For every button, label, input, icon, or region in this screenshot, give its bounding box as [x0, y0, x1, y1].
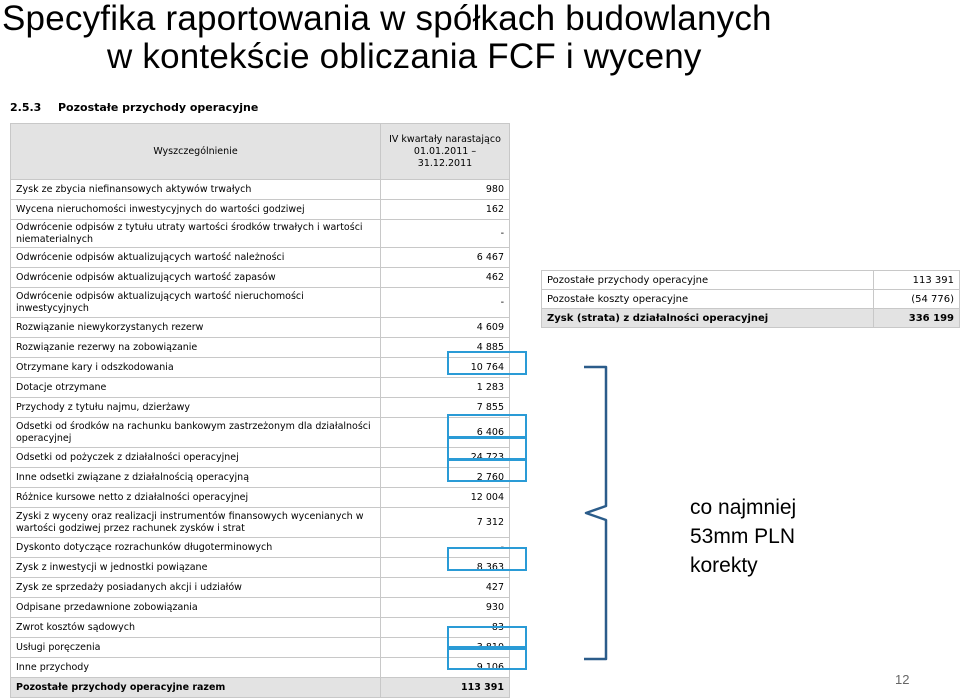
table-row [542, 271, 960, 290]
row-value: 1 283 [381, 378, 510, 398]
row-value: 2 760 [381, 468, 510, 488]
table-row [11, 618, 510, 638]
row-value: 7 312 [381, 508, 510, 538]
row-value: - [381, 220, 510, 248]
row-value: 7 855 [381, 398, 510, 418]
row-value: 3 810 [381, 638, 510, 658]
table-row [11, 180, 510, 200]
total-value: 113 391 [381, 678, 510, 698]
row-value: 4 609 [381, 318, 510, 338]
total-value: 336 199 [874, 309, 960, 328]
row-value: 24 723 [381, 448, 510, 468]
table-row [11, 358, 510, 378]
table-row [11, 200, 510, 220]
row-value: - [381, 288, 510, 318]
table-row [11, 338, 510, 358]
curly-brace-icon [582, 365, 612, 661]
table-row [11, 318, 510, 338]
header-label: Wyszczególnienie [11, 124, 381, 180]
row-value: 6 406 [381, 418, 510, 448]
row-label: Odwrócenie odpisów aktualizujących wartość zapasów [11, 268, 381, 288]
table-row [11, 638, 510, 658]
row-label: Przychody z tytułu najmu, dzierżawy [11, 398, 381, 418]
table-row [11, 378, 510, 398]
highlight-box-kary [447, 351, 527, 375]
row-label: Odwrócenie odpisów z tytułu utraty wartości środków trwałych i wartości niematerialnych [11, 220, 381, 248]
table-total-row [542, 309, 960, 328]
highlight-box-inne-odsetki [447, 458, 527, 482]
row-value: - [381, 538, 510, 558]
row-label: Otrzymane kary i odszkodowania [11, 358, 381, 378]
row-label: Zysk ze zbycia niefinansowych aktywów trwałych [11, 180, 381, 200]
row-label: Zwrot kosztów sądowych [11, 618, 381, 638]
slide-title [0, 0, 960, 76]
slide-title-line2: w kontekście obliczania FCF i wyceny [107, 37, 702, 76]
row-value: 162 [381, 200, 510, 220]
table-row [11, 288, 510, 318]
table-row [11, 398, 510, 418]
table-row [11, 538, 510, 558]
operating-result-summary-table [541, 270, 960, 328]
row-label: Odsetki od pożyczek z działalności operacyjnej [11, 448, 381, 468]
row-label: Wycena nieruchomości inwestycyjnych do wartości godziwej [11, 200, 381, 220]
row-value: 980 [381, 180, 510, 200]
row-label: Różnice kursowe netto z działalności operacyjnej [11, 488, 381, 508]
annotation-line2: 53mm PLN [690, 525, 796, 548]
table-row [11, 248, 510, 268]
table-row [11, 448, 510, 468]
row-label: Rozwiązanie niewykorzystanych rezerw [11, 318, 381, 338]
row-label: Odsetki od środków na rachunku bankowym zastrzeżonym dla działalności operacyjnej [11, 418, 381, 448]
table-row [11, 488, 510, 508]
table-total-row [11, 678, 510, 698]
row-label: Inne odsetki związane z działalnością operacyjną [11, 468, 381, 488]
table-row [11, 418, 510, 448]
section-heading [10, 101, 258, 114]
total-label: Pozostałe przychody operacyjne razem [11, 678, 381, 698]
table-row [11, 468, 510, 488]
row-label: Odpisane przedawnione zobowiązania [11, 598, 381, 618]
section-number: 2.5.3 [10, 101, 42, 114]
table-row [11, 598, 510, 618]
row-label: Inne przychody [11, 658, 381, 678]
row-label: Usługi poręczenia [11, 638, 381, 658]
row-label: Odwrócenie odpisów aktualizujących wartość nieruchomości inwestycyjnych [11, 288, 381, 318]
table-row [11, 578, 510, 598]
annotation-line3: korekty [690, 554, 758, 577]
table-row [11, 220, 510, 248]
row-value: (54 776) [874, 290, 960, 309]
row-value: 9 106 [381, 658, 510, 678]
row-label: Dotacje otrzymane [11, 378, 381, 398]
row-label: Odwrócenie odpisów aktualizujących wartość należności [11, 248, 381, 268]
total-label: Zysk (strata) z działalności operacyjnej [542, 309, 874, 328]
highlight-box-odsetki-rachunek [447, 414, 527, 438]
row-label: Zysk ze sprzedaży posiadanych akcji i udziałów [11, 578, 381, 598]
row-value: 8 363 [381, 558, 510, 578]
other-operating-income-table [10, 123, 510, 698]
table-row [11, 658, 510, 678]
row-value: 83 [381, 618, 510, 638]
row-value: 930 [381, 598, 510, 618]
row-value: 427 [381, 578, 510, 598]
table-row [11, 558, 510, 578]
row-label: Rozwiązanie rezerwy na zobowiązanie [11, 338, 381, 358]
highlight-box-zysk-inwestycji [447, 547, 527, 571]
highlight-box-inne-przychody [447, 646, 527, 670]
slide-title-line1: Specyfika raportowania w spółkach budowlanych [2, 0, 772, 38]
row-value: 462 [381, 268, 510, 288]
row-label: Dyskonto dotyczące rozrachunków długoterminowych [11, 538, 381, 558]
row-label: Pozostałe przychody operacyjne [542, 271, 874, 290]
table-header-row [11, 124, 510, 180]
row-value: 113 391 [874, 271, 960, 290]
row-value: 10 764 [381, 358, 510, 378]
row-value: 12 004 [381, 488, 510, 508]
row-label: Zysk z inwestycji w jednostki powiązane [11, 558, 381, 578]
table-row [11, 508, 510, 538]
header-period: IV kwartały narastająco 01.01.2011 – 31.12.2011 [381, 124, 510, 180]
row-label: Zyski z wyceny oraz realizacji instrumentów finansowych wycenianych w wartości godziwej przez rachunek zysków i strat [11, 508, 381, 538]
row-value: 4 885 [381, 338, 510, 358]
table-row [11, 268, 510, 288]
section-title: Pozostałe przychody operacyjne [58, 101, 259, 114]
table-row [542, 290, 960, 309]
row-value: 6 467 [381, 248, 510, 268]
annotation-note [690, 493, 796, 580]
annotation-line1: co najmniej [690, 496, 797, 519]
page-number: 12 [895, 672, 910, 687]
row-label: Pozostałe koszty operacyjne [542, 290, 874, 309]
